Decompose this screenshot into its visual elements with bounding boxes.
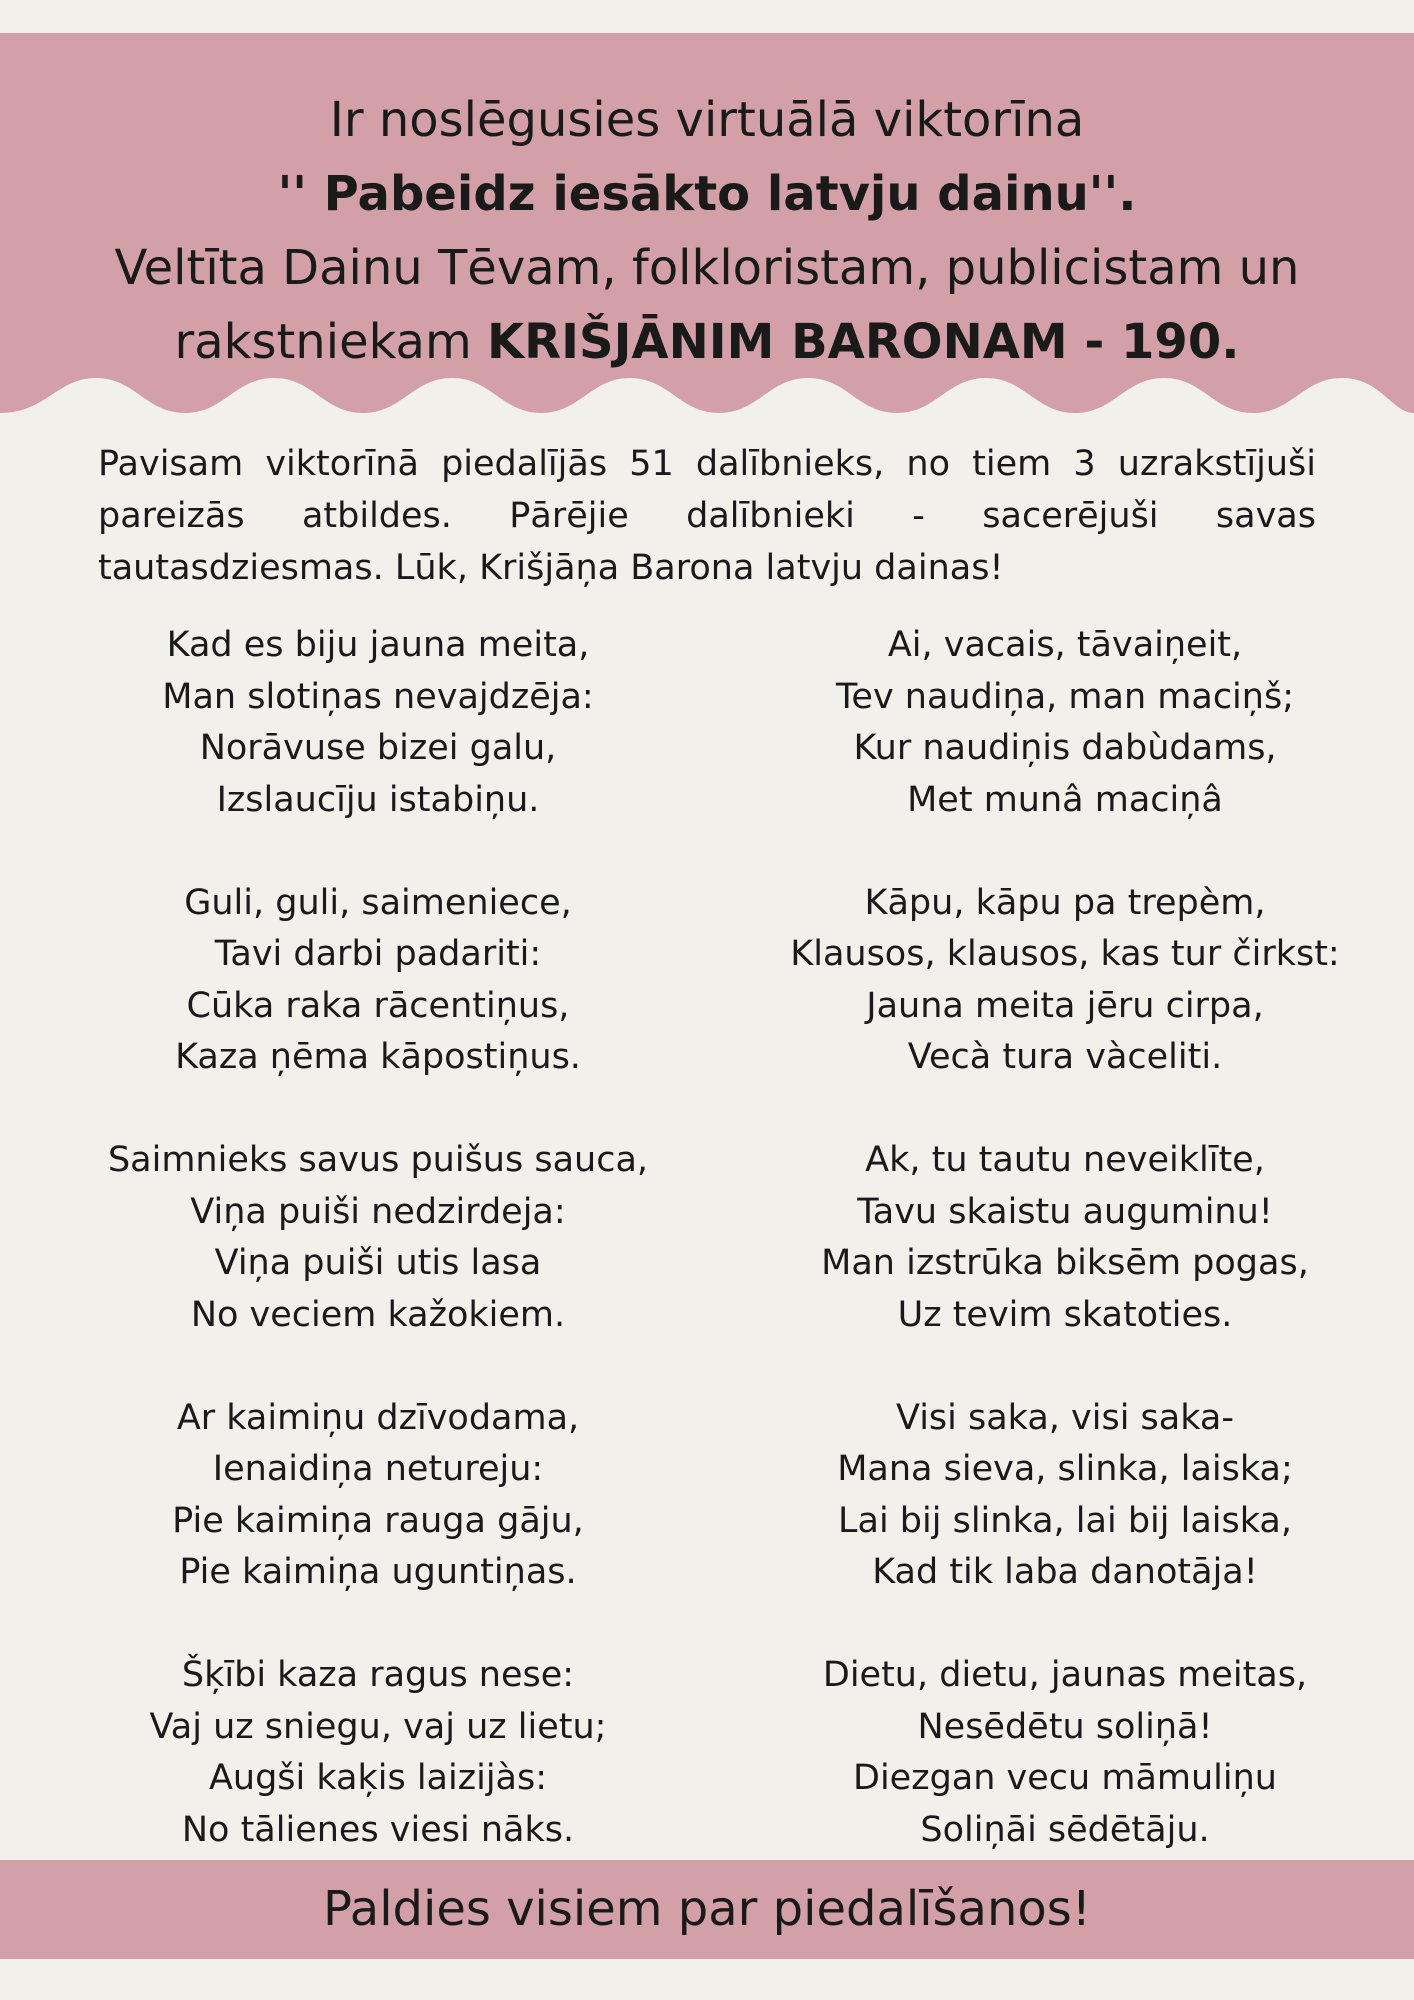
poem-stanza [58, 620, 698, 826]
quiz-title: '' Pabeidz iesākto latvju dainu''. [277, 166, 1137, 222]
poem-line: Guli, guli, saimeniece, [184, 882, 572, 923]
poem-line: Nesēdētu soliņā! [917, 1706, 1213, 1747]
honoree-name: KRIŠJĀNIM BARONAM - 190. [486, 314, 1240, 370]
poem-line: Soliņāi sēdētāju. [920, 1809, 1210, 1850]
poem-stanza [58, 1393, 698, 1599]
poem-line: Pie kaimiņa uguntiņas. [179, 1552, 577, 1592]
poem-line: Ar kaimiņu dzīvodama, [176, 1397, 580, 1438]
poem-line: No veciem kažokiem. [190, 1294, 566, 1335]
header-line-4 [0, 305, 1414, 379]
poem-line: Augši kaķis laizijàs: [208, 1758, 548, 1798]
header-line-4-prefix: rakstniekam [174, 314, 487, 370]
poem-line: Lai bij slinka, lai bij laiska, [838, 1500, 1292, 1541]
poem-line: Izslaucīju istabiņu. [216, 779, 540, 820]
header-line-1: Ir noslēgusies virtuālā viktorīna [329, 92, 1085, 148]
left-poems-column [58, 620, 698, 1908]
poem-line: Man izstrūka biksēm pogas, [821, 1243, 1309, 1283]
poem-line: Norāvuse bizei galu, [199, 728, 557, 768]
poem-line: Kāpu, kāpu pa trepèm, [864, 882, 1266, 923]
poem-line: Man slotiņas nevajdzēja: [162, 676, 594, 717]
poem-stanza [58, 1650, 698, 1856]
poem-line: Vaj uz sniegu, vaj uz lietu; [149, 1706, 607, 1747]
poem-line: Vecà tura vàceliti. [907, 1037, 1223, 1077]
poem-line: Dietu, dietu, jaunas meitas, [822, 1655, 1308, 1695]
poem-line: Jauna meita jēru cirpa, [866, 985, 1264, 1026]
poem-line: Šķībi kaza ragus nese: [181, 1655, 575, 1695]
thank-you-footer: Paldies visiem par piedalīšanos! [0, 1860, 1414, 1959]
poem-line: Uz tevim skatoties. [897, 1294, 1233, 1335]
poem-line: Kad es biju jauna meita, [166, 625, 590, 665]
poem-line: Ak, tu tautu neveiklīte, [865, 1140, 1265, 1180]
poem-line: Met munâ maciņâ [907, 779, 1223, 820]
right-poems-column [745, 620, 1385, 1908]
poem-stanza [745, 878, 1385, 1084]
poem-stanza [58, 878, 698, 1084]
poem-stanza [745, 1650, 1385, 1856]
poem-stanza [745, 1393, 1385, 1599]
poem-line: Ai, vacais, tāvaiņeit, [887, 625, 1243, 665]
header-banner [0, 33, 1414, 413]
poem-line: Visi saka, visi saka- [896, 1397, 1234, 1438]
poem-line: Kur naudiņis dabùdams, [853, 728, 1277, 768]
poem-line: Tev naudiņa, man maciņš; [835, 676, 1294, 717]
poem-line: Pie kaimiņa rauga gāju, [172, 1500, 584, 1541]
poem-line: Diezgan vecu māmuliņu [853, 1758, 1277, 1798]
poem-stanza [745, 1135, 1385, 1341]
poem-line: No tālienes viesi nāks. [181, 1809, 575, 1850]
poem-line: Klausos, klausos, kas tur čirkst: [790, 934, 1340, 974]
poem-stanza [745, 620, 1385, 826]
intro-paragraph: Pavisam viktorīnā piedalījās 51 dalībnieks, no tiem 3 uzrakstījuši pareizās atbildes. Pārējie dalībnieki - sacerējuši savas tautasdziesmas. Lūk, Krišjāņa Barona latvju dainas! [98, 444, 1316, 588]
poem-stanza [58, 1135, 698, 1341]
poem-line: Tavi darbi padariti: [214, 934, 542, 974]
poem-line: Mana sieva, slinka, laiska; [837, 1449, 1293, 1489]
header-line-3: Veltīta Dainu Tēvam, folkloristam, publicistam un [114, 240, 1300, 296]
poem-line: Saimnieks savus puišus sauca, [107, 1140, 649, 1180]
poem-line: Kad tik laba danotāja! [872, 1552, 1258, 1592]
poem-line: Ienaidiņa netureju: [212, 1449, 544, 1489]
poem-line: Viņa puiši utis lasa [214, 1243, 542, 1283]
poem-line: Cūka raka rācentiņus, [186, 985, 570, 1026]
poem-line: Viņa puiši nedzirdeja: [190, 1191, 566, 1232]
poem-line: Tavu skaistu auguminu! [857, 1191, 1273, 1232]
poem-line: Kaza ņēma kāpostiņus. [175, 1037, 581, 1077]
